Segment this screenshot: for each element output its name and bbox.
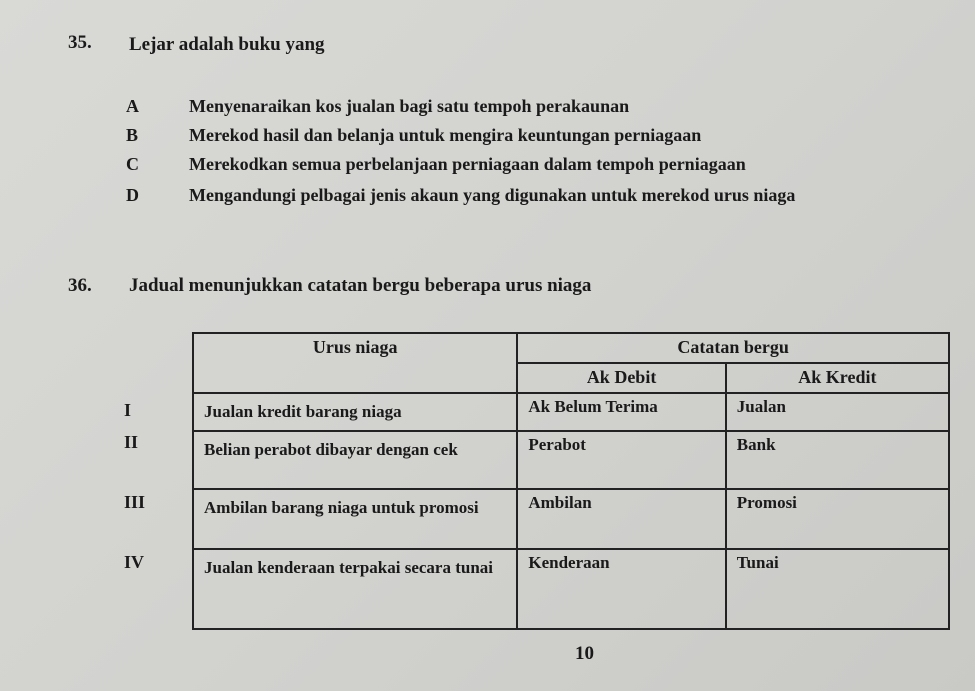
q35-option-a-letter: A (126, 96, 139, 116)
header-credit: Ak Kredit (726, 363, 949, 393)
row-ii-debit: Perabot (517, 431, 725, 489)
row-i-credit: Jualan (726, 393, 949, 431)
row-i-debit: Ak Belum Terima (517, 393, 725, 431)
q36-number: 36. (68, 275, 92, 296)
row-iv-credit: Tunai (726, 549, 949, 629)
q35-option-b-text: Merekod hasil dan belanja untuk mengira keuntungan perniagaan (189, 125, 702, 145)
page-number: 10 (575, 643, 594, 664)
table-row (193, 393, 949, 431)
header-transaction: Urus niaga (193, 333, 517, 393)
table-header-row (193, 333, 949, 363)
row-roman-iv: IV (124, 552, 145, 572)
q35-option-d-letter: D (126, 185, 139, 205)
row-iii-credit: Promosi (726, 489, 949, 549)
table-row (193, 489, 949, 549)
row-iv-transaction: Jualan kenderaan terpakai secara tunai (193, 549, 517, 629)
q35-option-c-letter: C (126, 154, 139, 174)
row-ii-credit: Bank (726, 431, 949, 489)
double-entry-table (192, 332, 950, 630)
header-debit: Ak Debit (517, 363, 725, 393)
q36-stem: Jadual menunjukkan catatan bergu beberapa urus niaga (129, 275, 592, 296)
q35-option-a-text: Menyenaraikan kos jualan bagi satu tempoh perakaunan (189, 96, 630, 116)
header-double-entry: Catatan bergu (517, 333, 949, 363)
row-iii-debit: Ambilan (517, 489, 725, 549)
table-row (193, 431, 949, 489)
row-ii-transaction: Belian perabot dibayar dengan cek (193, 431, 517, 489)
row-roman-i: I (124, 400, 132, 420)
row-iv-debit: Kenderaan (517, 549, 725, 629)
row-i-transaction: Jualan kredit barang niaga (193, 393, 517, 431)
row-roman-iii: III (124, 492, 146, 512)
row-iii-transaction: Ambilan barang niaga untuk promosi (193, 489, 517, 549)
q35-option-d-text: Mengandungi pelbagai jenis akaun yang digunakan untuk merekod urus niaga (189, 185, 796, 205)
row-roman-ii: II (124, 432, 139, 452)
q35-option-b-letter: B (126, 125, 139, 145)
table-row (193, 549, 949, 629)
q35-number: 35. (68, 32, 92, 53)
q35-option-c-text: Merekodkan semua perbelanjaan perniagaan dalam tempoh perniagaan (189, 154, 746, 174)
q35-stem: Lejar adalah buku yang (129, 34, 325, 55)
